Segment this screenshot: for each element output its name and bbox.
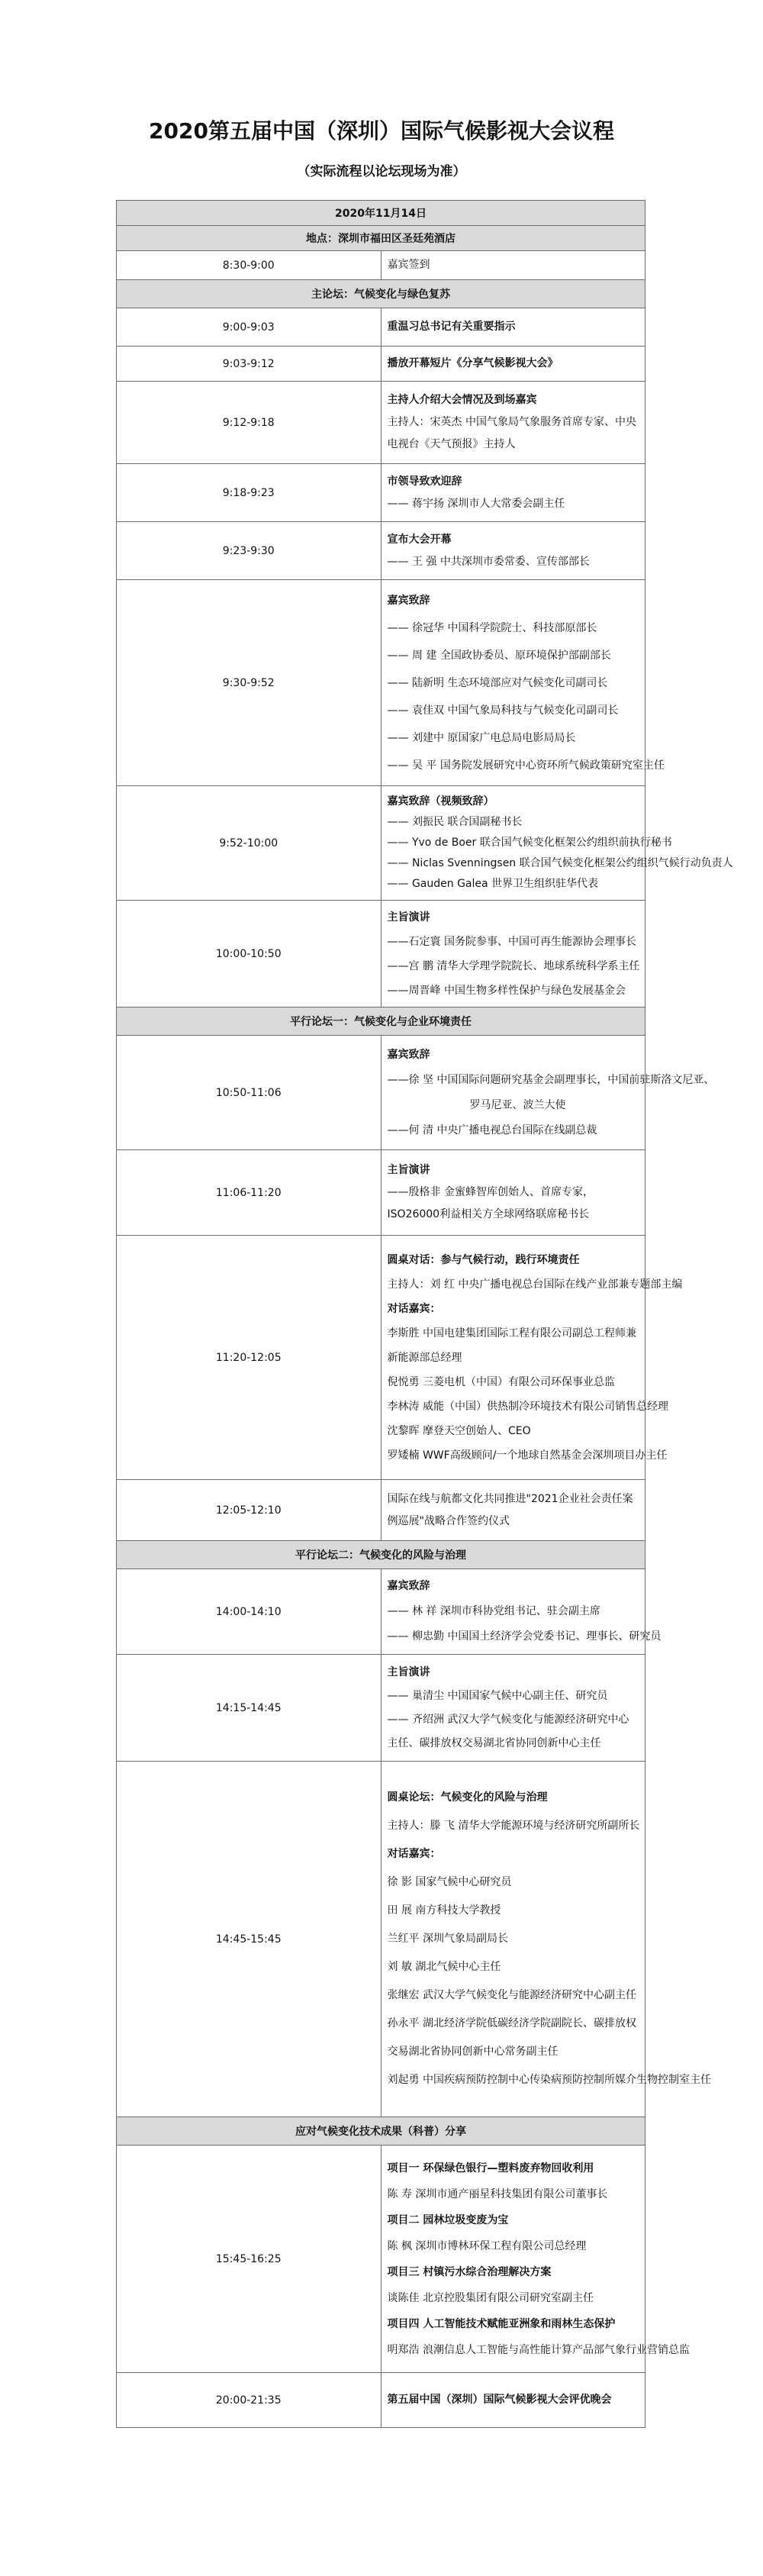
venue-cell: 地点：深圳市福田区圣廷苑酒店 bbox=[117, 226, 645, 251]
section-row bbox=[117, 2117, 645, 2146]
item-title: 主旨演讲 bbox=[387, 1164, 430, 1176]
item-title: 嘉宾致辞 bbox=[387, 594, 430, 607]
content-cell bbox=[381, 1569, 662, 1655]
content-cell bbox=[381, 1655, 645, 1762]
item-text: —— 周 建 全国政协委员、原环境保护部副部长 bbox=[387, 649, 611, 662]
time-cell: 9:23-9:30 bbox=[117, 522, 382, 580]
content-cell bbox=[381, 308, 645, 347]
item-title: 主旨演讲 bbox=[387, 1665, 430, 1678]
item-title: 圆桌论坛：气候变化的风险与治理 bbox=[387, 1791, 548, 1804]
content-cell bbox=[381, 464, 645, 522]
item-text: 田 展 南方科技大学教授 bbox=[387, 1904, 501, 1917]
item-text: 李林涛 威能（中国）供热制冷环境技术有限公司销售总经理 bbox=[387, 1400, 668, 1413]
item-text: —— 袁佳双 中国气象局科技与气候变化司副司长 bbox=[387, 704, 619, 717]
table-row bbox=[117, 347, 645, 382]
item-text: ——徐 坚 中国国际问题研究基金会副理事长，中国前驻斯洛文尼亚、 bbox=[387, 1073, 715, 1086]
item-title: 项目一 环保绿色银行—塑料废弃物回收利用 bbox=[387, 2162, 594, 2175]
item-title: 市领导致欢迎辞 bbox=[387, 475, 462, 488]
item-text: 李斯胜 中国电建集团国际工程有限公司副总工程师兼新能源部总经理 bbox=[387, 1327, 636, 1364]
item-title: 嘉宾致辞 bbox=[387, 1048, 430, 1061]
item-title: 宣布大会开幕 bbox=[387, 533, 452, 546]
section-header: 平行论坛一：气候变化与企业环境责任 bbox=[117, 1008, 645, 1036]
section-row bbox=[117, 1008, 645, 1036]
time-cell: 11:20-12:05 bbox=[117, 1236, 382, 1480]
time-cell: 9:52-10:00 bbox=[117, 786, 382, 901]
item-text: 张继宏 武汉大学气候变化与能源经济研究中心副主任 bbox=[387, 1989, 636, 2001]
time-cell: 14:15-14:45 bbox=[117, 1655, 382, 1762]
item-text: —— 刘振民 联合国副秘书长 bbox=[387, 816, 523, 828]
time-cell: 12:05-12:10 bbox=[117, 1480, 382, 1541]
time-cell: 9:12-9:18 bbox=[117, 382, 382, 464]
table-row bbox=[117, 901, 645, 1008]
item-title: 圆桌对话：参与气候行动，践行环境责任 bbox=[387, 1253, 580, 1266]
section-header: 平行论坛二：气候变化的风险与治理 bbox=[117, 1541, 645, 1569]
time-cell: 14:00-14:10 bbox=[117, 1569, 382, 1655]
table-row bbox=[117, 1150, 645, 1236]
item-text: 徐 影 国家气候中心研究员 bbox=[387, 1876, 512, 1888]
item-title: 项目四 人工智能技术赋能亚洲象和雨林生态保护 bbox=[387, 2317, 616, 2330]
content-cell bbox=[381, 1150, 645, 1236]
content-cell bbox=[381, 1236, 683, 1480]
item-text: —— 吴 平 国务院发展研究中心资环所气候政策研究室主任 bbox=[387, 759, 665, 772]
item-text: —— 王 强 中共深圳市委常委、宣传部部长 bbox=[387, 555, 590, 568]
table-row bbox=[117, 1480, 645, 1541]
item-title: 项目二 园林垃圾变废为宝 bbox=[387, 2213, 509, 2226]
content-cell bbox=[381, 347, 645, 382]
item-title: 嘉宾致辞 bbox=[387, 1580, 430, 1592]
table-row bbox=[117, 1236, 645, 1480]
item-text: —— 刘建中 原国家广电总局电影局局长 bbox=[387, 731, 576, 744]
item-text: 陈 枫 深圳市博林环保工程有限公司总经理 bbox=[387, 2239, 587, 2252]
item-text: 主持人：宋英杰 中国气象局气象服务首席专家、中央电视台《天气预报》主持人 bbox=[387, 416, 636, 450]
item-title: 播放开幕短片《分享气候影视大会》 bbox=[387, 357, 559, 369]
time-cell: 9:30-9:52 bbox=[117, 580, 382, 786]
item-text: ——宫 鹏 清华大学理学院院长、地球系统科学系主任 bbox=[387, 959, 640, 972]
content-cell bbox=[381, 2146, 690, 2373]
table-row bbox=[117, 308, 645, 347]
table-row bbox=[117, 464, 645, 522]
table-row bbox=[117, 1569, 645, 1655]
table-row bbox=[117, 1036, 645, 1150]
item-text: —— 柳忠勤 中国国土经济学会党委书记、理事长、研究员 bbox=[387, 1630, 662, 1643]
time-cell: 20:00-21:35 bbox=[117, 2373, 382, 2428]
item-text: 刘 敏 湖北气候中心主任 bbox=[387, 1961, 501, 1973]
section-row bbox=[117, 1541, 645, 1569]
item-text: —— Yvo de Boer 联合国气候变化框架公约组织前执行秘书 bbox=[387, 837, 672, 849]
item-text: ——何 清 中央广播电视总台国际在线副总裁 bbox=[387, 1124, 597, 1136]
item-text: —— 蒋宇扬 深圳市人大常委会副主任 bbox=[387, 497, 565, 510]
item-text: 嘉宾签到 bbox=[387, 259, 430, 271]
item-subtitle: 对话嘉宾： bbox=[387, 1302, 441, 1315]
table-row bbox=[117, 2146, 645, 2373]
item-text: 罗马尼亚、波兰大使 bbox=[469, 1098, 566, 1111]
page-title: 2020第五届中国（深圳）国际气候影视大会议程 bbox=[149, 118, 614, 143]
time-cell: 9:00-9:03 bbox=[117, 308, 382, 347]
item-text: ——石定寰 国务院参事、中国可再生能源协会理事长 bbox=[387, 935, 636, 948]
item-text: 陈 寿 深圳市通产丽星科技集团有限公司董事长 bbox=[387, 2188, 608, 2200]
item-text: 兰红平 深圳气象局副局长 bbox=[387, 1933, 508, 1945]
item-text: 孙永平 湖北经济学院低碳经济学院副院长、碳排放权交易湖北省协同创新中心常务副主任 bbox=[387, 2017, 636, 2058]
time-cell: 15:45-16:25 bbox=[117, 2146, 382, 2373]
item-text: 主持人：刘 红 中央广播电视总台国际在线产业部兼专题部主编 bbox=[387, 1278, 683, 1291]
item-text: —— 巢清尘 中国国家气候中心副主任、研究员 bbox=[387, 1689, 608, 1702]
item-title: 重温习总书记有关重要指示 bbox=[387, 321, 516, 333]
table-row bbox=[117, 2373, 645, 2428]
item-subtitle: 对话嘉宾： bbox=[387, 1848, 441, 1860]
time-cell: 10:00-10:50 bbox=[117, 901, 382, 1008]
item-text: 刘起勇 中国疾病预防控制中心传染病预防控制所媒介生物控制室主任 bbox=[387, 2074, 711, 2086]
item-title: 嘉宾致辞（视频致辞） bbox=[387, 795, 494, 808]
content-cell bbox=[381, 901, 645, 1008]
content-cell bbox=[381, 1036, 715, 1150]
item-text: ——殷格非 金蜜蜂智库创始人、首席专家，ISO26000利益相关方全球网络联席秘书长 bbox=[387, 1186, 594, 1220]
content-cell bbox=[381, 2373, 645, 2428]
item-text: —— 齐绍洲 武汉大学气候变化与能源经济研究中心主任、碳排放权交易湖北省协同创新中心主任 bbox=[387, 1713, 629, 1749]
item-title: 项目三 村镇污水综合治理解决方案 bbox=[387, 2265, 552, 2278]
item-text: —— Gauden Galea 世界卫生组织驻华代表 bbox=[387, 878, 599, 890]
table-row bbox=[117, 580, 645, 786]
item-title: 主旨演讲 bbox=[387, 911, 430, 924]
table-row bbox=[117, 522, 645, 580]
time-cell: 9:18-9:23 bbox=[117, 464, 382, 522]
table-row bbox=[117, 251, 645, 280]
item-text: 主持人：滕 飞 清华大学能源环境与经济研究所副所长 bbox=[387, 1820, 640, 1832]
table-row bbox=[117, 382, 645, 464]
item-text: —— 陆新明 生态环境部应对气候变化司副司长 bbox=[387, 676, 608, 689]
content-cell bbox=[381, 1762, 711, 2117]
item-text: 谈陈佳 北京控股集团有限公司研究室副主任 bbox=[387, 2291, 594, 2304]
page-subtitle: （实际流程以论坛现场为准） bbox=[297, 164, 466, 179]
item-text: 沈黎晖 摩登天空创始人、CEO bbox=[387, 1424, 531, 1437]
agenda-table bbox=[116, 200, 733, 2428]
section-row bbox=[117, 280, 645, 308]
content-cell bbox=[381, 251, 645, 280]
venue-row bbox=[117, 226, 645, 251]
item-text: ——周晋峰 中国生物多样性保护与绿色发展基金会 bbox=[387, 984, 626, 997]
table-row bbox=[117, 786, 645, 901]
content-cell bbox=[381, 382, 645, 464]
date-cell: 2020年11月14日 bbox=[117, 201, 645, 226]
item-text: 国际在线与航都文化共同推进"2021企业社会责任案例巡展"战略合作签约仪式 bbox=[387, 1492, 633, 1527]
time-cell: 11:06-11:20 bbox=[117, 1150, 382, 1236]
content-cell bbox=[381, 522, 645, 580]
time-cell: 10:50-11:06 bbox=[117, 1036, 382, 1150]
section-header: 应对气候变化技术成果（科普）分享 bbox=[117, 2117, 645, 2146]
content-cell bbox=[381, 786, 733, 901]
section-header: 主论坛：气候变化与绿色复苏 bbox=[117, 280, 645, 308]
item-text: 明郑浩 浪潮信息人工智能与高性能计算产品部气象行业营销总监 bbox=[387, 2343, 690, 2356]
item-text: 罗矮楠 WWF高级顾问/一个地球自然基金会深圳项目办主任 bbox=[387, 1449, 668, 1462]
time-cell: 8:30-9:00 bbox=[117, 251, 382, 280]
item-text: —— 林 祥 深圳市科协党组书记、驻会副主席 bbox=[387, 1605, 600, 1617]
time-cell: 9:03-9:12 bbox=[117, 347, 382, 382]
date-row bbox=[117, 201, 645, 226]
content-cell bbox=[381, 1480, 645, 1541]
item-title: 第五届中国（深圳）国际气候影视大会评优晚会 bbox=[387, 2394, 612, 2406]
item-text: —— 徐冠华 中国科学院院士、科技部原部长 bbox=[387, 621, 597, 634]
table-row bbox=[117, 1762, 645, 2117]
table-row bbox=[117, 1655, 645, 1762]
content-cell bbox=[381, 580, 665, 786]
time-cell: 14:45-15:45 bbox=[117, 1762, 382, 2117]
item-text: 倪悦勇 三菱电机（中国）有限公司环保事业总监 bbox=[387, 1375, 615, 1388]
item-text: —— Niclas Svenningsen 联合国气候变化框架公约组织气候行动负责人 bbox=[387, 857, 733, 869]
item-title: 主持人介绍大会情况及到场嘉宾 bbox=[387, 394, 537, 406]
